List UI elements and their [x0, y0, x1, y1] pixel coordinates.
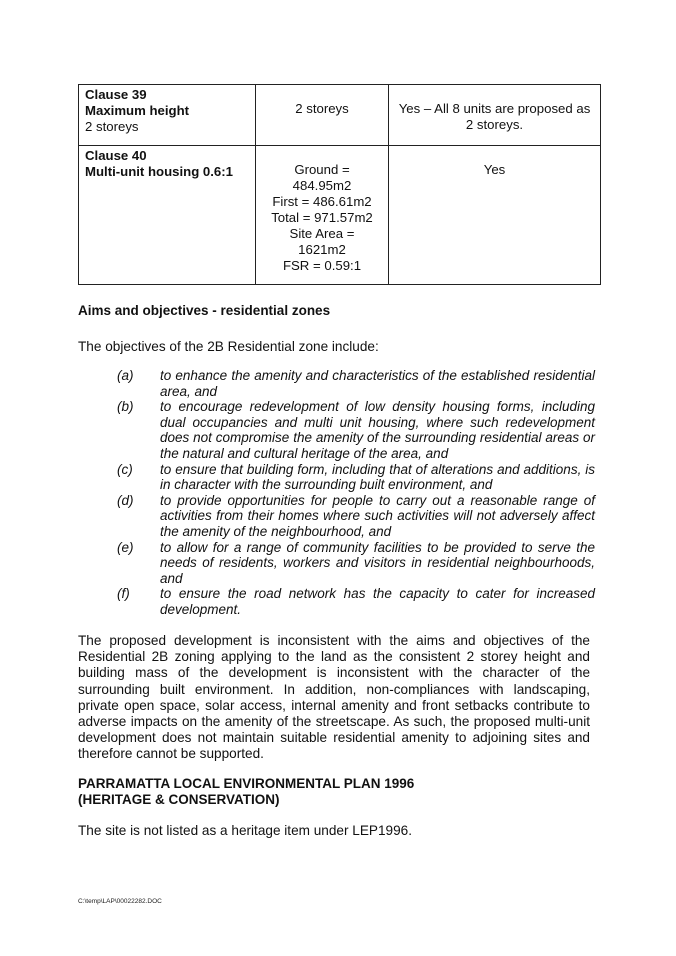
item-text: to provide opportunities for people to carry out a reasonable range of activities from their homes where such activities will not adversely affect the amenity of the neighbourhood, and	[160, 492, 595, 539]
list-item	[117, 493, 595, 540]
item-label: (b)	[117, 399, 134, 415]
proposal-cell	[256, 85, 389, 146]
table-row	[79, 85, 601, 146]
heritage-paragraph: The site is not listed as a heritage item under LEP1996.	[78, 823, 412, 838]
item-label: (d)	[117, 492, 134, 508]
lep-heading-line-2: (HERITAGE & CONSERVATION)	[78, 792, 280, 807]
compliance-value: Yes – All 8 units are proposed as 2 storeys.	[398, 101, 591, 132]
compliance-cell	[389, 85, 601, 146]
list-item	[117, 540, 595, 587]
clause-title: Multi-unit housing 0.6:1	[85, 164, 233, 179]
objectives-list	[117, 368, 595, 618]
list-item	[117, 399, 595, 461]
clause-cell	[79, 146, 256, 285]
clause-number: Clause 40	[85, 148, 147, 163]
item-text: to ensure the road network has the capacity to cater for increased development.	[160, 586, 595, 617]
table-row	[79, 146, 601, 285]
item-label: (f)	[117, 586, 130, 602]
proposal-cell	[256, 146, 389, 285]
objectives-intro: The objectives of the 2B Residential zone include:	[78, 339, 379, 354]
compliance-value: Yes	[483, 162, 506, 177]
item-label: (e)	[117, 539, 134, 555]
proposal-value: 2 storeys	[295, 101, 349, 116]
compliance-cell	[389, 146, 601, 285]
item-text: to encourage redevelopment of low density housing forms, including dual occupancies and multi unit housing, where such redevelopment does not compromise the amenity of the surrounding residential areas or the natural and cultural heritage of the area, and	[160, 399, 595, 461]
lep-heading	[78, 776, 414, 808]
list-item	[117, 462, 595, 493]
list-item	[117, 586, 595, 617]
clause-requirement: 2 storeys	[85, 119, 139, 134]
list-item	[117, 368, 595, 399]
item-text: to allow for a range of community facilities to be provided to serve the needs of residents, workers and visitors in residential neighbourhoods, and	[160, 539, 595, 586]
lep-heading-line-1: PARRAMATTA LOCAL ENVIRONMENTAL PLAN 1996	[78, 776, 415, 791]
clause-number: Clause 39	[85, 87, 147, 102]
aims-heading: Aims and objectives - residential zones	[78, 303, 331, 318]
item-text: to enhance the amenity and characteristics of the established residential area, and	[160, 368, 595, 399]
file-path-footer: C:\temp\LAP\00022282.DOC	[78, 898, 162, 905]
compliance-table	[78, 84, 601, 285]
clause-cell	[79, 85, 256, 146]
item-label: (c)	[117, 461, 133, 477]
item-label: (a)	[117, 368, 134, 383]
proposal-value: Ground = 484.95m2 First = 486.61m2 Total = 971.57m2 Site Area = 1621m2 FSR = 0.59:1	[271, 162, 373, 273]
clause-title: Maximum height	[85, 103, 190, 118]
assessment-paragraph: The proposed development is inconsistent with the aims and objectives of the Residential 2B zoning applying to the land as the consistent 2 storey height and building mass of the development is inconsistent with the character of the surrounding built environment. In addition, non-compliances with landscaping, private open space, solar access, internal amenity and front setbacks contribute to adverse impacts on the amenity of the streetscape. As such, the proposed multi-unit development does not maintain suitable residential amenity to adjoining sites and therefore cannot be supported.	[78, 633, 590, 762]
item-text: to ensure that building form, including that of alterations and additions, is in character with the surrounding built environment, and	[160, 461, 595, 493]
